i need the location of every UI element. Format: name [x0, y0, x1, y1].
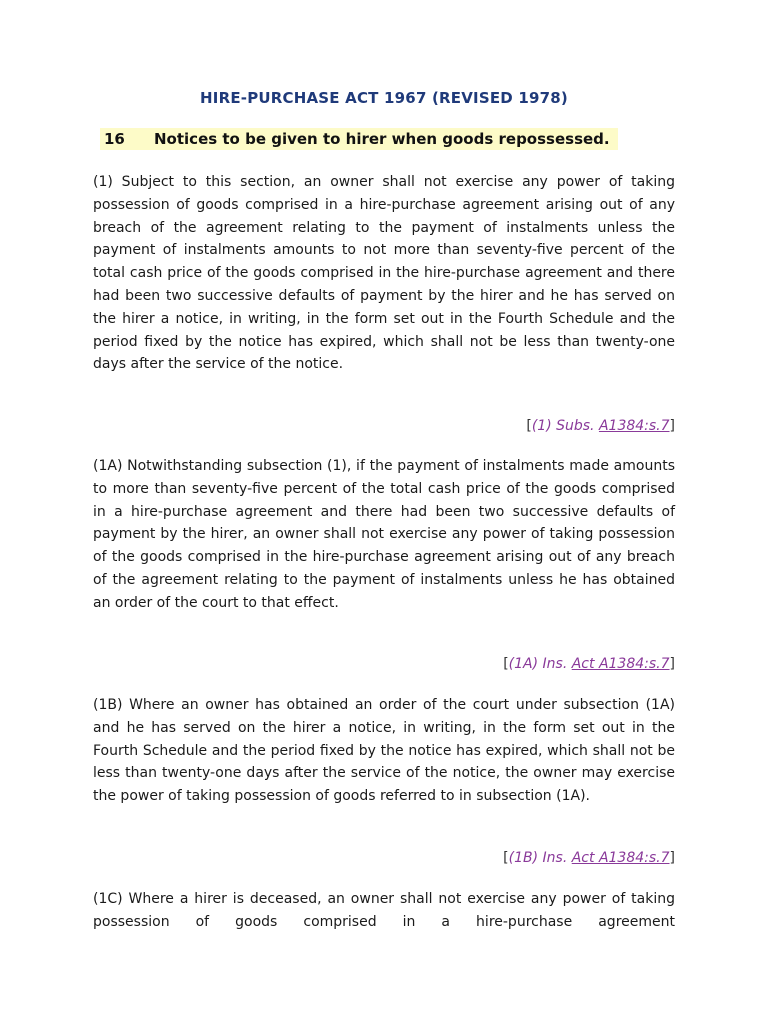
section-heading — [100, 128, 618, 150]
paragraph-1b: (1B) Where an owner has obtained an order of the court under subsection (1A) and he has served on the hirer a notice, in writing, in the form set out in the Fourth Schedule and the period fixed by the notice has expired, which shall not be less than twenty-one days after the service of the notice, the owner may exercise the power of taking possession of goods referred to in subsection (1A). — [93, 697, 675, 805]
section-heading-text: Notices to be given to hirer when goods repossessed. — [154, 130, 610, 148]
paragraph-1: (1) Subject to this section, an owner shall not exercise any power of taking possession of goods comprised in a hire-purchase agreement arising out of any breach of the agreement relating to the payment of instalments unless the payment of instalments amounts to not more than seventy-five percent of the total cash price of the goods comprised in the hire-purchase agreement and there had been two successive defaults of payment by the hirer and he has served on the hirer a notice, in writing, in the form set out in the Fourth Schedule and the period fixed by the notice has expired, which shall not be less than twenty-one days after the service of the notice. — [93, 174, 675, 373]
amendment-note-1b: [(1B) Ins. Act A1384:s.7] — [503, 850, 675, 866]
amendment-note-1a: [(1A) Ins. Act A1384:s.7] — [503, 656, 675, 672]
amendment-act-link-1[interactable]: A1384:s.7 — [598, 418, 670, 434]
amendment-note-1: [(1) Subs. A1384:s.7] — [526, 418, 675, 434]
document-title: HIRE-PURCHASE ACT 1967 (REVISED 1978) — [200, 89, 568, 107]
amendment-act-link-1b[interactable]: Act A1384:s.7 — [571, 850, 670, 866]
section-number: 16 — [104, 130, 125, 148]
amendment-act-link-1a[interactable]: Act A1384:s.7 — [571, 656, 670, 672]
paragraph-1a: (1A) Notwithstanding subsection (1), if the payment of instalments made amounts to more than seventy-five percent of the total cash price of the goods comprised in a hire-purchase agreement and there had been two successive defaults of payment by the hirer, an owner shall not exercise any power of taking possession of the goods comprised in the hire-purchase agreement arising out of any breach of the agreement relating to the payment of instalments unless he has obtained an order of the court to that effect. — [93, 458, 675, 611]
paragraph-1c: (1C) Where a hirer is deceased, an owner shall not exercise any power of taking possession of goods comprised in a hire-purchase agreement — [93, 891, 675, 930]
